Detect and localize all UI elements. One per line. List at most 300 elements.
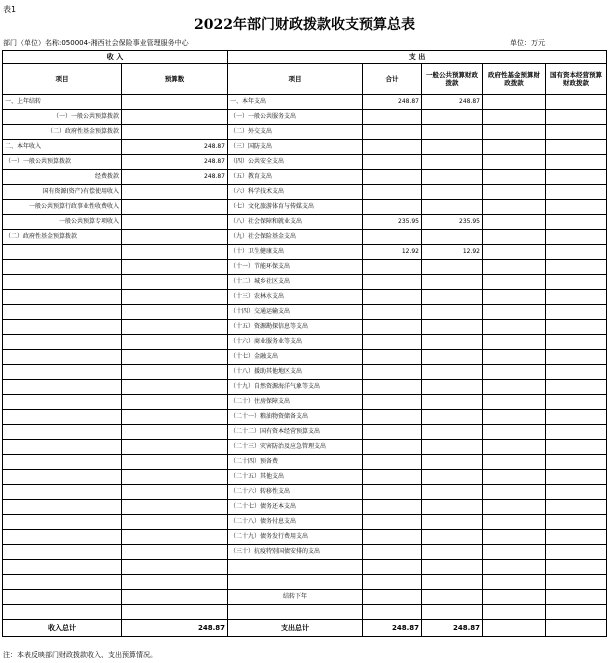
table-row	[3, 110, 607, 125]
expense-total-cell	[363, 500, 422, 515]
table-body	[3, 51, 607, 637]
expense-item-cell: （十二）城乡社区支出	[228, 275, 363, 290]
expense-state-cell	[546, 440, 607, 455]
expense-state-cell	[546, 245, 607, 260]
expense-item-cell: （二十五）其他支出	[228, 470, 363, 485]
income-budget-cell	[122, 335, 228, 350]
income-budget-cell	[122, 470, 228, 485]
expense-total-cell	[363, 155, 422, 170]
expense-item-cell: （二十三）灾害防治及应急管理支出	[228, 440, 363, 455]
table-row	[3, 290, 607, 305]
income-budget-cell	[122, 230, 228, 245]
income-budget-cell	[122, 275, 228, 290]
expense-fund-cell	[483, 110, 546, 125]
income-budget-cell	[122, 545, 228, 560]
table-row	[3, 515, 607, 530]
income-budget-cell	[122, 305, 228, 320]
expense-total-cell	[363, 200, 422, 215]
table-row	[3, 440, 607, 455]
expense-total-label: 支出总计	[228, 620, 363, 637]
expense-total-cell	[363, 545, 422, 560]
expense-total-cell	[363, 530, 422, 545]
expense-fund-cell	[483, 320, 546, 335]
expense-state-cell	[546, 500, 607, 515]
expense-item-cell: （四）公共安全支出	[228, 155, 363, 170]
expense-fund-cell	[483, 95, 546, 110]
expense-general-cell: 12.92	[422, 245, 483, 260]
table-row	[3, 155, 607, 170]
income-item-cell	[3, 515, 122, 530]
income-budget-cell	[122, 260, 228, 275]
expense-total-cell	[363, 320, 422, 335]
table-row	[3, 335, 607, 350]
expense-total-cell	[363, 440, 422, 455]
expense-total-cell	[363, 515, 422, 530]
expense-general-cell	[422, 575, 483, 590]
expense-total-value: 248.87	[363, 620, 422, 637]
total-header: 合计	[363, 64, 422, 95]
income-item-cell	[3, 485, 122, 500]
column-header-row	[3, 64, 607, 95]
expense-general-cell	[422, 500, 483, 515]
expense-fund-cell	[483, 230, 546, 245]
income-item-cell	[3, 320, 122, 335]
expense-total-cell	[363, 140, 422, 155]
expense-item-cell: （十九）自然资源海洋气象等支出	[228, 380, 363, 395]
department-name: 部门（单位）名称:050004-湘西社会保险事业管理服务中心	[3, 39, 189, 47]
table-row	[3, 380, 607, 395]
income-budget-cell: 248.87	[122, 155, 228, 170]
expense-general-cell	[422, 125, 483, 140]
table-row	[3, 170, 607, 185]
expense-fund-cell	[483, 410, 546, 425]
expense-fund-cell	[483, 590, 546, 605]
expense-state-cell	[546, 110, 607, 125]
expense-item-cell: （十四）交通运输支出	[228, 305, 363, 320]
income-item-cell: 国有资源(资产)有偿使用收入	[3, 185, 122, 200]
expense-general-cell	[422, 485, 483, 500]
income-budget-cell	[122, 110, 228, 125]
expense-general-cell	[422, 350, 483, 365]
fund-budget-header: 政府性基金预算财政拨款	[483, 64, 546, 95]
table-row	[3, 470, 607, 485]
expense-general-cell	[422, 410, 483, 425]
expense-general-cell	[422, 365, 483, 380]
expense-general-cell	[422, 380, 483, 395]
income-budget-cell	[122, 215, 228, 230]
income-item-cell	[3, 545, 122, 560]
expense-state-cell	[546, 410, 607, 425]
expense-general-cell	[422, 260, 483, 275]
expense-total-cell: 248.87	[363, 95, 422, 110]
budget-header: 预算数	[122, 64, 228, 95]
table-row	[3, 575, 607, 590]
income-budget-cell	[122, 290, 228, 305]
expense-fund-cell	[483, 575, 546, 590]
income-total-value: 248.87	[122, 620, 228, 637]
expense-general-cell	[422, 335, 483, 350]
expense-general-cell	[422, 590, 483, 605]
income-budget-cell	[122, 185, 228, 200]
expense-state-cell	[546, 305, 607, 320]
expense-state-cell	[546, 590, 607, 605]
expense-fund-cell	[483, 305, 546, 320]
expense-fund-cell	[483, 470, 546, 485]
income-item-cell	[3, 350, 122, 365]
expense-general-cell	[422, 155, 483, 170]
income-item-cell: 二、本年收入	[3, 140, 122, 155]
expense-state-cell	[546, 155, 607, 170]
income-item-cell: 一、上年结转	[3, 95, 122, 110]
expense-item-cell: （三）国防支出	[228, 140, 363, 155]
income-item-cell: 经费拨款	[3, 170, 122, 185]
expense-fund-cell	[483, 335, 546, 350]
income-budget-cell	[122, 320, 228, 335]
income-budget-cell	[122, 350, 228, 365]
expense-fund-cell	[483, 500, 546, 515]
expense-fund-cell	[483, 275, 546, 290]
table-row	[3, 365, 607, 380]
general-budget-header: 一般公共预算财政拨款	[422, 64, 483, 95]
expense-total-cell	[363, 380, 422, 395]
income-item-cell	[3, 440, 122, 455]
expense-state-cell	[546, 290, 607, 305]
expense-item-cell: （六）科学技术支出	[228, 185, 363, 200]
income-budget-cell	[122, 200, 228, 215]
income-item-cell: （二）政府性基金预算拨款	[3, 230, 122, 245]
expense-item-header: 项目	[228, 64, 363, 95]
expense-state-cell	[546, 545, 607, 560]
expense-fund-cell	[483, 380, 546, 395]
expense-general-cell	[422, 290, 483, 305]
expense-total-cell	[363, 275, 422, 290]
expense-state-cell	[546, 170, 607, 185]
expense-state-cell	[546, 230, 607, 245]
expense-state-cell	[546, 320, 607, 335]
expense-section-header: 支 出	[228, 51, 607, 64]
expense-general-cell	[422, 545, 483, 560]
expense-fund-cell	[483, 395, 546, 410]
section-header-row	[3, 51, 607, 64]
table-row	[3, 545, 607, 560]
income-item-cell	[3, 605, 122, 620]
expense-general-cell	[422, 305, 483, 320]
unit-label: 单位：万元	[510, 39, 545, 47]
expense-total-cell	[363, 365, 422, 380]
expense-total-cell	[363, 425, 422, 440]
income-budget-cell	[122, 605, 228, 620]
income-budget-cell	[122, 95, 228, 110]
table-row	[3, 560, 607, 575]
income-item-cell	[3, 305, 122, 320]
income-budget-cell: 248.87	[122, 170, 228, 185]
expense-total-cell	[363, 605, 422, 620]
expense-total-cell	[363, 335, 422, 350]
expense-item-cell	[228, 560, 363, 575]
income-budget-cell	[122, 395, 228, 410]
income-budget-cell	[122, 455, 228, 470]
table-row	[3, 95, 607, 110]
expense-item-cell: （十）卫生健康支出	[228, 245, 363, 260]
expense-fund-cell	[483, 365, 546, 380]
expense-state-cell	[546, 95, 607, 110]
income-budget-cell	[122, 530, 228, 545]
expense-state-cell	[546, 485, 607, 500]
expense-item-cell: （三十）抗疫特别国债安排的支出	[228, 545, 363, 560]
expense-general-cell: 248.87	[422, 95, 483, 110]
expense-fund-cell	[483, 170, 546, 185]
expense-item-cell: （十八）援助其他地区支出	[228, 365, 363, 380]
expense-fund-total	[483, 620, 546, 637]
expense-general-cell	[422, 425, 483, 440]
expense-state-cell	[546, 140, 607, 155]
income-item-cell	[3, 380, 122, 395]
income-item-cell	[3, 260, 122, 275]
income-budget-cell	[122, 485, 228, 500]
income-budget-cell: 248.87	[122, 140, 228, 155]
table-row	[3, 275, 607, 290]
expense-total-cell	[363, 590, 422, 605]
expense-total-cell	[363, 170, 422, 185]
expense-fund-cell	[483, 605, 546, 620]
state-capital-header: 国有资本经营预算财政拨款	[546, 64, 607, 95]
expense-fund-cell	[483, 545, 546, 560]
expense-total-cell	[363, 350, 422, 365]
expense-fund-cell	[483, 455, 546, 470]
expense-fund-cell	[483, 185, 546, 200]
table-row	[3, 245, 607, 260]
expense-state-cell	[546, 395, 607, 410]
expense-total-cell	[363, 125, 422, 140]
expense-fund-cell	[483, 260, 546, 275]
page-title: 2022年部门财政拨款收支预算总表	[194, 17, 415, 33]
expense-state-cell	[546, 215, 607, 230]
budget-summary-table	[2, 50, 607, 637]
expense-state-cell	[546, 335, 607, 350]
income-total-label: 收入总计	[3, 620, 122, 637]
income-budget-cell	[122, 125, 228, 140]
expense-item-cell: （十五）资源勘探信息等支出	[228, 320, 363, 335]
income-item-cell: （一）一般公共预算拨款	[3, 155, 122, 170]
expense-general-cell	[422, 200, 483, 215]
expense-general-cell	[422, 560, 483, 575]
table-row	[3, 125, 607, 140]
income-budget-cell	[122, 425, 228, 440]
expense-state-cell	[546, 200, 607, 215]
income-budget-cell	[122, 410, 228, 425]
expense-general-cell	[422, 230, 483, 245]
table-row	[3, 320, 607, 335]
expense-item-cell: （二十九）债务发行费用支出	[228, 530, 363, 545]
table-row	[3, 605, 607, 620]
income-item-cell	[3, 530, 122, 545]
expense-state-cell	[546, 125, 607, 140]
expense-state-cell	[546, 575, 607, 590]
income-budget-cell	[122, 560, 228, 575]
expense-total-cell	[363, 395, 422, 410]
expense-total-cell	[363, 575, 422, 590]
expense-item-cell: （一）一般公共服务支出	[228, 110, 363, 125]
expense-total-cell	[363, 230, 422, 245]
expense-general-cell	[422, 440, 483, 455]
expense-state-cell	[546, 365, 607, 380]
income-item-cell	[3, 455, 122, 470]
table-number: 表1	[3, 5, 17, 14]
expense-fund-cell	[483, 425, 546, 440]
income-budget-cell	[122, 365, 228, 380]
expense-item-cell: （二十六）转移性支出	[228, 485, 363, 500]
table-row	[3, 455, 607, 470]
expense-fund-cell	[483, 485, 546, 500]
expense-fund-cell	[483, 215, 546, 230]
expense-general-cell	[422, 110, 483, 125]
expense-fund-cell	[483, 515, 546, 530]
table-row	[3, 185, 607, 200]
expense-total-cell	[363, 485, 422, 500]
table-row	[3, 305, 607, 320]
income-item-cell	[3, 500, 122, 515]
income-budget-cell	[122, 380, 228, 395]
expense-fund-cell	[483, 290, 546, 305]
expense-general-cell	[422, 605, 483, 620]
expense-state-cell	[546, 185, 607, 200]
expense-total-cell	[363, 185, 422, 200]
expense-state-cell	[546, 260, 607, 275]
expense-general-cell: 235.95	[422, 215, 483, 230]
expense-fund-cell	[483, 530, 546, 545]
expense-state-total	[546, 620, 607, 637]
expense-item-cell: （七）文化旅游体育与传媒支出	[228, 200, 363, 215]
expense-general-cell	[422, 140, 483, 155]
table-row	[3, 230, 607, 245]
income-budget-cell	[122, 500, 228, 515]
expense-total-cell	[363, 455, 422, 470]
income-budget-cell	[122, 515, 228, 530]
expense-total-cell	[363, 560, 422, 575]
expense-general-total: 248.87	[422, 620, 483, 637]
table-row	[3, 425, 607, 440]
income-item-cell: 一般公共预算行政事业性收费收入	[3, 200, 122, 215]
expense-item-cell: （十一）节能环保支出	[228, 260, 363, 275]
income-budget-cell	[122, 590, 228, 605]
table-row	[3, 260, 607, 275]
expense-state-cell	[546, 425, 607, 440]
expense-state-cell	[546, 275, 607, 290]
expense-fund-cell	[483, 125, 546, 140]
expense-item-cell	[228, 575, 363, 590]
expense-general-cell	[422, 515, 483, 530]
income-budget-cell	[122, 440, 228, 455]
expense-general-cell	[422, 470, 483, 485]
income-item-cell: （一）一般公共预算拨款	[3, 110, 122, 125]
expense-item-cell: （九）社会保险基金支出	[228, 230, 363, 245]
expense-fund-cell	[483, 350, 546, 365]
expense-item-cell: （二）外交支出	[228, 125, 363, 140]
expense-general-cell	[422, 320, 483, 335]
expense-item-cell: （十七）金融支出	[228, 350, 363, 365]
income-budget-cell	[122, 245, 228, 260]
expense-item-cell: （八）社会保障和就业支出	[228, 215, 363, 230]
expense-state-cell	[546, 530, 607, 545]
expense-item-cell: （二十四）预备费	[228, 455, 363, 470]
table-row	[3, 200, 607, 215]
income-item-header: 项目	[3, 64, 122, 95]
income-item-cell: （二）政府性基金预算拨款	[3, 125, 122, 140]
expense-item-cell: （二十八）债务付息支出	[228, 515, 363, 530]
expense-total-cell	[363, 470, 422, 485]
expense-general-cell	[422, 170, 483, 185]
expense-fund-cell	[483, 200, 546, 215]
table-row	[3, 590, 607, 605]
income-item-cell	[3, 335, 122, 350]
expense-item-cell: 一、本年支出	[228, 95, 363, 110]
expense-state-cell	[546, 605, 607, 620]
expense-fund-cell	[483, 560, 546, 575]
income-section-header: 收 入	[3, 51, 228, 64]
expense-state-cell	[546, 515, 607, 530]
table-row	[3, 530, 607, 545]
income-item-cell	[3, 425, 122, 440]
expense-general-cell	[422, 275, 483, 290]
expense-general-cell	[422, 185, 483, 200]
expense-general-cell	[422, 455, 483, 470]
expense-total-cell	[363, 290, 422, 305]
expense-state-cell	[546, 455, 607, 470]
expense-total-cell: 12.92	[363, 245, 422, 260]
income-item-cell	[3, 275, 122, 290]
expense-state-cell	[546, 560, 607, 575]
totals-row	[3, 620, 607, 637]
expense-item-cell: （二十一）粮油物资储备支出	[228, 410, 363, 425]
footnote: 注：本表反映部门财政拨款收入、支出预算情况。	[3, 651, 157, 659]
expense-fund-cell	[483, 440, 546, 455]
table-row	[3, 350, 607, 365]
income-item-cell	[3, 365, 122, 380]
table-row	[3, 485, 607, 500]
table-row	[3, 140, 607, 155]
expense-total-cell: 235.95	[363, 215, 422, 230]
expense-fund-cell	[483, 140, 546, 155]
expense-fund-cell	[483, 155, 546, 170]
expense-item-cell	[228, 605, 363, 620]
table-row	[3, 500, 607, 515]
income-item-cell	[3, 395, 122, 410]
expense-total-cell	[363, 260, 422, 275]
expense-fund-cell	[483, 245, 546, 260]
expense-item-cell: （十三）农林水支出	[228, 290, 363, 305]
expense-item-cell: （二十七）债务还本支出	[228, 500, 363, 515]
income-item-cell	[3, 575, 122, 590]
expense-item-cell: （十六）商业服务业等支出	[228, 335, 363, 350]
table-row	[3, 215, 607, 230]
expense-state-cell	[546, 350, 607, 365]
expense-item-cell: （五）教育支出	[228, 170, 363, 185]
table-row	[3, 410, 607, 425]
expense-total-cell	[363, 110, 422, 125]
expense-item-cell: （二十二）国有资本经营预算支出	[228, 425, 363, 440]
expense-general-cell	[422, 395, 483, 410]
expense-general-cell	[422, 530, 483, 545]
expense-item-cell: 结转下年	[228, 590, 363, 605]
table-row	[3, 395, 607, 410]
expense-item-cell: （二十）住房保障支出	[228, 395, 363, 410]
income-budget-cell	[122, 575, 228, 590]
expense-total-cell	[363, 305, 422, 320]
expense-state-cell	[546, 470, 607, 485]
income-item-cell	[3, 245, 122, 260]
expense-state-cell	[546, 380, 607, 395]
income-item-cell	[3, 410, 122, 425]
